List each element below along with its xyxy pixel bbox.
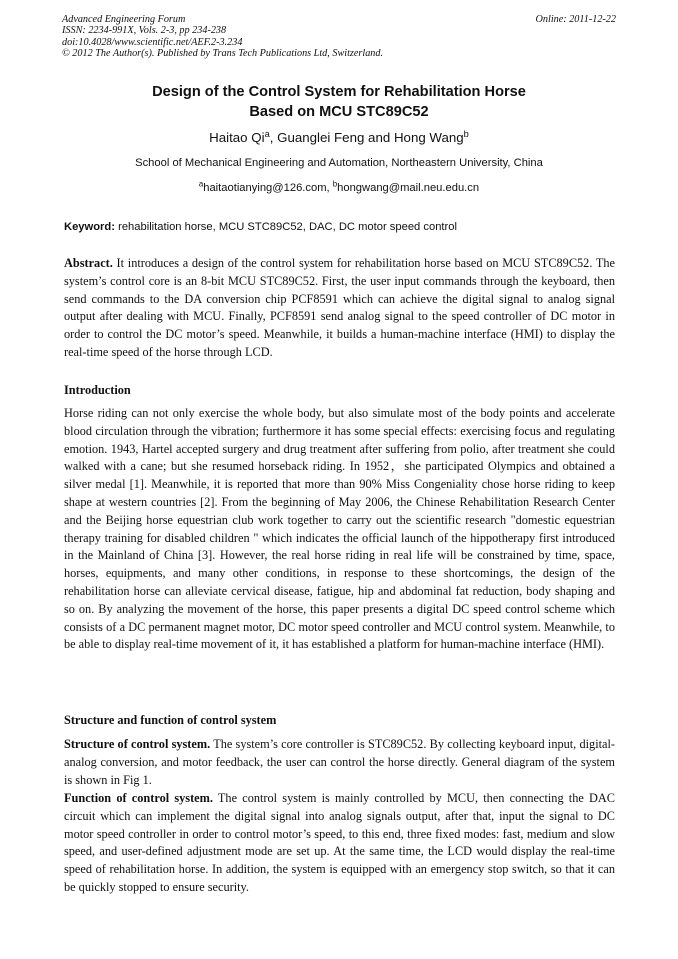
title-line-2: Based on MCU STC89C52: [249, 104, 429, 120]
email-b: hongwang@mail.neu.edu.cn: [337, 182, 480, 194]
paper-title: [62, 82, 616, 122]
structure-text: The system’s core controller is STC89C52. By collecting keyboard input, digital-analog conversion, and motor feedback, the user can control the horse directly. General diagram of the system is shown in Fig 1.: [64, 737, 615, 787]
author-3-affil-mark: b: [463, 128, 469, 139]
introduction-text: Horse riding can not only exercise the whole body, but also simulate most of the body points and accelerate blood circulation through the vibration; furthermore it has some special effects: exercising focus and regulating emotion. 1943, Hartel accepted surgery and drug treatment after suffering from polio, after treatment she could walked with a cane; but she resumed horseback riding. In 1952，she participated Olympics and obtained a silver medal [1]. Meanwhile, it is reported that more than 90% Miss Congeniality chose horse riding to keep shape at western countries [2]. From the beginning of May 2006, the Chinese Rehabilitation Research Center and the Beijing horse equestrian club work together to carry out the scientific research "domestic equestrian therapy training for disabled children " which indicates the official launch of the hippotherapy first introduced in the Mainland of China [3]. However, the real horse riding in real life will be constrained by time, space, horses, equipments, and many other conditions, in response to these shortcomings, the design of the rehabilitation horse can alleviate cervical disease, fatigue, hip and abdominal fat reduction, body shaping and so on. By analyzing the movement of the horse, this paper presents a digital DC speed control scheme which consists of a DC permanent magnet motor, DC motor speed controller and MCU control system. Meanwhile, to be able to display real-time movement of it, it has established a platform for human-machine interface (HMI).: [64, 406, 615, 652]
structure-label: Structure of control system.: [64, 737, 211, 751]
online-date: Online: 2011-12-22: [535, 14, 616, 25]
doi-line: doi:10.4028/www.scientific.net/AEF.2-3.234: [62, 36, 243, 48]
function-label: Function of control system.: [64, 791, 213, 805]
email-mark-a: a: [198, 179, 204, 189]
copyright-line: © 2012 The Author(s). Published by Trans Tech Publications Ltd, Switzerland.: [62, 48, 384, 60]
author-2-3: , Guanglei Feng and Hong Wang: [269, 130, 464, 145]
affiliation: School of Mechanical Engineering and Automation, Northeastern University, China: [135, 157, 543, 169]
author-1-affil-mark: a: [264, 128, 270, 139]
keywords-label: Keyword:: [64, 221, 115, 233]
journal-name: Advanced Engineering Forum: [62, 14, 186, 25]
function-text: The control system is mainly controlled by MCU, then connecting the DAC circuit which can implement the digital signal into analog signals output, after that, input the signal to DC motor speed controller in order to control motor’s speed, to this end, three fixed modes: fast, medium and slow speed, and user-defined adjustment mode are set up. At the same time, the LCD would display the real-time speed of rehabilitation horse. In addition, the system is equipped with an emergency stop switch, so that it can be quickly stopped to ensure security.: [64, 791, 615, 894]
abstract-text: It introduces a design of the control system for rehabilitation horse based on MCU STC89C52. The system’s control core is an 8-bit MCU STC89C52. First, the user input commands through the keyboard, then send commands to the DA conversion chip PCF8591 which can achieve the digital signal to analog signal output after dealing with MCU. Finally, PCF8591 send analog signal to the speed controller of DC motor in order to control the DC motor’s speed. Meanwhile, it builds a human-machine interface (HMI) to display the real-time speed of the horse through LCD.: [64, 256, 615, 359]
structure-paragraph: [64, 736, 615, 789]
abstract-label: Abstract.: [64, 256, 113, 270]
author-emails: [62, 181, 616, 196]
keywords-text: rehabilitation horse, MCU STC89C52, DAC, DC motor speed control: [114, 221, 457, 233]
keywords: [64, 220, 616, 235]
author-1: Haitao Qi: [209, 130, 265, 145]
title-line-1: Design of the Control System for Rehabilitation Horse: [152, 84, 526, 100]
abstract: [64, 255, 615, 362]
author-list: [62, 129, 616, 147]
introduction-heading: Introduction: [64, 383, 131, 397]
journal-header: [62, 14, 616, 60]
email-mark-b: b: [332, 179, 338, 189]
issn-line: ISSN: 2234-991X, Vols. 2-3, pp 234-238: [62, 25, 227, 37]
email-a: haitaotianying@126.com,: [203, 182, 333, 194]
function-paragraph: [64, 790, 615, 897]
structure-function-heading: Structure and function of control system: [64, 713, 277, 727]
